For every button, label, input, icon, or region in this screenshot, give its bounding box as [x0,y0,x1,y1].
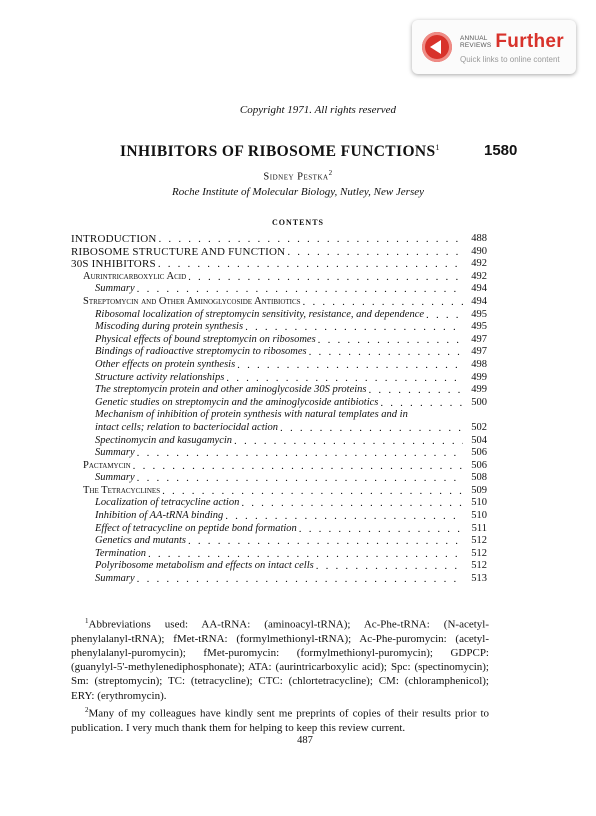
toc-entry-title: Streptomycin and Other Aminoglycoside Antibiotics [83,295,301,307]
toc-entry[interactable] [71,435,487,448]
toc-entry-page: 513 [471,573,487,585]
toc-entry-title: Summary [95,472,135,484]
toc-entry-title: Summary [95,573,135,585]
toc-leader-dots [188,271,463,284]
toc-leader-dots [316,560,463,573]
toc-entry-title: Aurintricarboxylic Acid [83,270,187,282]
toc-entry-page: 499 [471,384,487,396]
toc-entry-title: RIBOSOME STRUCTURE AND FUNCTION [71,245,286,258]
toc-entry-title: Genetics and mutants [95,535,186,547]
toc-leader-dots [188,535,463,548]
toc-leader-dots [137,573,463,586]
toc-entry-page: 506 [471,459,487,471]
toc-entry-title: Inhibition of AA-tRNA binding [95,510,224,522]
toc-leader-dots [225,510,463,523]
toc-entry-title: Summary [95,447,135,459]
toc-leader-dots [137,447,463,460]
toc-entry-title: Mechanism of inhibition of protein synthesis with natural templates and in [95,409,408,421]
toc-entry-page: 492 [471,270,487,282]
toc-entry-title: Bindings of radioactive streptomycin to ribosomes [95,346,307,358]
annual-reviews-further-badge[interactable] [412,20,576,74]
toc-entry-page: 495 [471,321,487,333]
toc-entry-title: Ribosomal localization of streptomycin sensitivity, resistance, and dependence [95,308,425,320]
author-affiliation: Roche Institute of Molecular Biology, Nutley, New Jersey [171,186,425,198]
toc-leader-dots [380,397,463,410]
toc-entry-page: 508 [471,472,487,484]
toc-entry-title: Physical effects of bound streptomycin on ribosomes [95,333,316,345]
footnotes [71,614,489,735]
toc-leader-dots [245,321,463,334]
toc-entry-title: 30S INHIBITORS [71,258,156,271]
footnote [71,614,489,703]
toc-leader-dots [137,472,463,485]
toc-entry-title: Pactamycin [83,459,131,471]
toc-entry-page: 488 [471,233,487,244]
toc-entry-title: Summary [95,283,135,295]
table-of-contents [71,233,487,586]
footnote-text: Abbreviations used: AA-tRNA: (aminoacyl-tRNA); Ac-Phe-tRNA: (N-acetyl-phenylalanyl-tRNA); fMet-tRNA: (formylmethionyl-tRNA); Ac-Phe-puromycin: (acetyl-phenylalanyl-puromycin); fMet-puromycin: (formylmethionyl-puromycin); GDPCP: (guanylyl-5'-methylenediphosphonate); ATA: (aurintricarboxylic acid); Spc: (spectinomycin); Sm: (streptomycin); TC: (tetracycline); CTC: (chlortetracycline); CM: (chloramphenicol); ERY: (erythromycin). [71,618,489,702]
toc-entry[interactable] [71,334,487,347]
copyright-notice: Copyright 1971. All rights reserved [239,104,397,116]
toc-entry[interactable] [71,548,487,561]
toc-entry-title: INTRODUCTION [71,233,157,245]
toc-entry[interactable] [71,535,487,548]
toc-leader-dots [369,384,463,397]
toc-entry[interactable] [71,497,487,510]
toc-leader-dots [426,309,463,322]
toc-leader-dots [137,283,463,296]
toc-entry[interactable] [71,321,487,334]
toc-entry-page: 499 [471,371,487,383]
toc-entry-title: Localization of tetracycline action [95,497,240,509]
toc-entry-page: 500 [471,396,487,408]
toc-leader-dots [280,422,463,435]
toc-entry-page: 490 [471,245,487,257]
toc-entry[interactable] [71,246,487,259]
toc-entry[interactable] [71,296,487,309]
toc-entry[interactable] [71,372,487,385]
toc-entry-page: 506 [471,447,487,459]
toc-entry-title: Effect of tetracycline on peptide bond formation [95,522,297,534]
toc-entry-page: 498 [471,358,487,370]
toc-entry-page: 497 [471,333,487,345]
article-title [120,143,440,161]
toc-entry-page: 497 [471,346,487,358]
toc-entry-page: 510 [471,497,487,509]
toc-entry[interactable] [71,510,487,523]
toc-entry[interactable] [71,422,487,435]
toc-leader-dots [303,296,463,309]
toc-leader-dots [299,523,463,536]
toc-entry-page: 494 [471,283,487,295]
author-footnote-mark: 2 [328,169,333,177]
toc-leader-dots [133,460,463,473]
toc-entry-page: 504 [471,434,487,446]
toc-entry-page: 495 [471,308,487,320]
toc-entry-title: Miscoding during protein synthesis [95,321,244,333]
toc-entry[interactable] [71,447,487,460]
toc-entry[interactable] [71,359,487,372]
toc-entry-title: The streptomycin protein and other aminoglycoside 30S proteins [95,384,367,396]
toc-entry-page: 492 [471,258,487,270]
toc-entry[interactable] [71,384,487,397]
toc-entry-title: Genetic studies on streptomycin and the aminoglycoside antibiotics [95,396,379,408]
toc-leader-dots [158,258,463,271]
toc-entry[interactable] [71,472,487,485]
toc-entry-page: 510 [471,510,487,522]
toc-entry-page: 512 [471,560,487,572]
title-footnote-mark: 1 [435,143,440,152]
toc-leader-dots [241,497,463,510]
toc-leader-dots [318,334,463,347]
badge-text [460,31,564,64]
toc-entry-title: Other effects on protein synthesis [95,358,236,370]
toc-leader-dots [148,548,463,561]
toc-entry-title: Polyribosome metabolism and effects on intact cells [95,560,314,572]
toc-entry[interactable] [71,283,487,296]
arrow-left-circle-icon [422,32,452,62]
badge-subtitle: Quick links to online content [460,54,560,64]
toc-entry[interactable] [71,409,487,422]
toc-entry[interactable] [71,460,487,473]
toc-entry[interactable] [71,258,487,271]
toc-leader-dots [309,346,463,359]
toc-entry-title: The Tetracyclines [83,484,161,496]
footnote-mark: 2 [85,705,89,714]
title-text: INHIBITORS OF RIBOSOME FUNCTIONS [120,143,436,161]
toc-entry-title: Termination [95,547,146,559]
toc-leader-dots [287,246,463,259]
toc-entry-title: Spectinomycin and kasugamycin [95,434,233,446]
toc-leader-dots [159,233,463,246]
toc-entry[interactable] [71,233,487,246]
toc-entry[interactable] [71,346,487,359]
author-name: Sidney Pestka [263,171,329,183]
toc-entry-page: 512 [471,535,487,547]
footnote [71,703,489,735]
footnote-text: Many of my colleagues have kindly sent me preprints of copies of their results prior to publication. I very much thank them for helping to keep this review current. [71,707,489,734]
toc-entry-page: 494 [471,295,487,307]
toc-entry-title: intact cells; relation to bacteriocidal action [95,421,279,433]
toc-entry-page: 502 [471,421,487,433]
toc-entry[interactable] [71,309,487,322]
toc-entry-title: Structure activity relationships [95,371,225,383]
toc-entry[interactable] [71,271,487,284]
badge-reviews: REVIEWS [460,41,492,49]
author-line [0,169,596,183]
badge-further: Further [495,30,564,52]
badge-annual: ANNUAL [460,34,488,42]
toc-entry[interactable] [71,485,487,498]
toc-entry[interactable] [71,397,487,410]
toc-entry[interactable] [71,523,487,536]
toc-entry-page: 511 [471,522,487,534]
toc-entry[interactable] [71,560,487,573]
toc-entry[interactable] [71,573,487,586]
toc-leader-dots [234,435,463,448]
page-code: 1580 [484,142,518,159]
footnote-mark: 1 [85,617,89,625]
toc-leader-dots [237,359,463,372]
toc-leader-dots [162,485,463,498]
contents-heading: CONTENTS [271,218,324,227]
page-number: 487 [297,735,313,746]
toc-entry-page: 509 [471,484,487,496]
toc-entry-page: 512 [471,547,487,559]
toc-leader-dots [226,372,463,385]
